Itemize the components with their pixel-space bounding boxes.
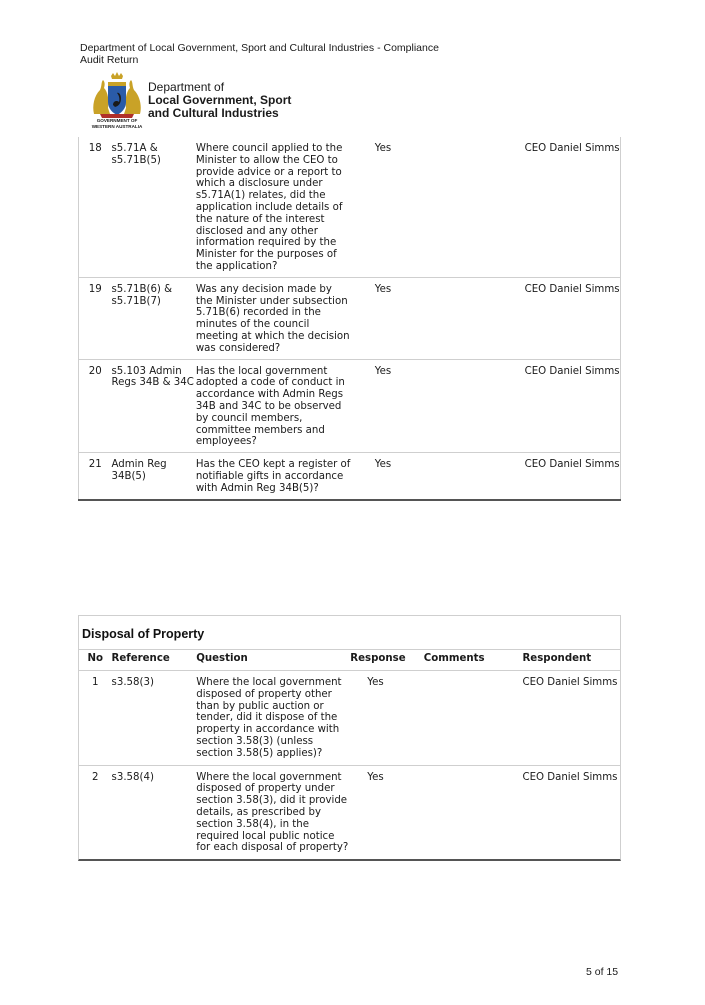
- row-respondent: CEO Daniel Simms: [522, 677, 618, 688]
- row-response: Yes: [374, 459, 392, 471]
- row-respondent: CEO Daniel Simms: [524, 283, 620, 295]
- dept-name-line1: Department of: [148, 80, 225, 94]
- column-header-question: Question: [196, 653, 248, 664]
- row-question: Where the local government disposed of property under section 3.58(3), did it provide details, as prescribed by section 3.58(4), in the required local public notice for each disposal of property?: [196, 771, 349, 854]
- table-row: [79, 453, 621, 500]
- row-number: 1: [92, 677, 99, 688]
- row-reference: s5.71A & s5.71B(5): [111, 143, 161, 166]
- row-comments: [430, 359, 525, 453]
- row-reference: Admin Reg 34B(5): [111, 459, 167, 482]
- row-reference: s3.58(4): [111, 771, 154, 783]
- row-number: 2: [92, 771, 99, 783]
- row-number: 19: [88, 283, 102, 295]
- row-reference: s5.71B(6) & s5.71B(7): [111, 283, 173, 307]
- row-number: 18: [88, 143, 102, 154]
- row-reference: s3.58(3): [111, 677, 154, 688]
- document-header-title: Department of Local Government, Sport and Cultural Industries - Compliance Audit Return: [80, 42, 439, 66]
- row-response: Yes: [374, 365, 392, 377]
- section-title: Disposal of Property: [79, 616, 620, 650]
- row-respondent: CEO Daniel Simms: [522, 771, 618, 783]
- column-header-no: No: [87, 653, 104, 664]
- column-header-respondent: Respondent: [522, 653, 592, 664]
- row-question: Where the local government disposed of property other than by public auction or tender, did it dispose of the property in accordance with section 3.58(3) (unless section 3.58(5) applies)?: [196, 677, 342, 759]
- table-row: [79, 671, 620, 766]
- row-question: Has the local government adopted a code of conduct in accordance with Admin Regs 34B and 34C to be observed by council members, committee members and employees?: [195, 365, 345, 448]
- row-comments: [424, 765, 523, 859]
- table-row: [79, 277, 621, 359]
- compliance-table-continued: [78, 137, 621, 501]
- table-row: [79, 765, 620, 859]
- row-respondent: CEO Daniel Simms: [524, 365, 620, 377]
- disposal-of-property-section: [78, 615, 621, 861]
- row-question: Was any decision made by the Minister under subsection 5.71B(6) recorded in the minutes of the council meeting at which the decision was considered?: [195, 283, 350, 354]
- crest-caption: [86, 118, 148, 129]
- crest-caption-line1: GOVERNMENT OF: [96, 118, 138, 123]
- dept-name-line2: Local Government, Sport: [148, 93, 292, 107]
- table-header-row: [79, 650, 620, 671]
- row-number: 20: [88, 365, 102, 377]
- row-response: Yes: [367, 677, 384, 688]
- column-header-response: Response: [350, 653, 406, 664]
- row-comments: [430, 453, 525, 500]
- crest-caption-line2: WESTERN AUSTRALIA: [91, 123, 143, 129]
- row-comments: [430, 137, 525, 277]
- row-response: Yes: [374, 283, 392, 295]
- page-number: 5 of 15: [586, 966, 619, 978]
- row-comments: [424, 671, 523, 766]
- table-row: [79, 137, 621, 277]
- column-header-comments: Comments: [423, 653, 485, 664]
- row-comments: [430, 277, 525, 359]
- row-question: Where council applied to the Minister to allow the CEO to provide advice or a report to which a disclosure under s5.71A(1) relates, did the application include details of the nature of the interest disclosed and any other information required by the Minister for the purposes of the application?: [195, 143, 343, 272]
- row-respondent: CEO Daniel Simms: [524, 143, 620, 154]
- table-row: [79, 359, 621, 453]
- row-question: Has the CEO kept a register of notifiable gifts in accordance with Admin Reg 34B(5)?: [195, 459, 351, 494]
- dept-name-line3: and Cultural Industries: [148, 106, 279, 120]
- department-name: [148, 81, 291, 120]
- column-header-reference: Reference: [111, 653, 170, 664]
- disposal-of-property-table: [79, 650, 620, 859]
- row-response: Yes: [367, 771, 384, 783]
- row-number: 21: [88, 459, 102, 471]
- row-respondent: CEO Daniel Simms: [524, 459, 620, 471]
- department-logo: [86, 72, 306, 134]
- row-response: Yes: [374, 143, 392, 154]
- row-reference: s5.103 Admin Regs 34B & 34C: [111, 365, 194, 389]
